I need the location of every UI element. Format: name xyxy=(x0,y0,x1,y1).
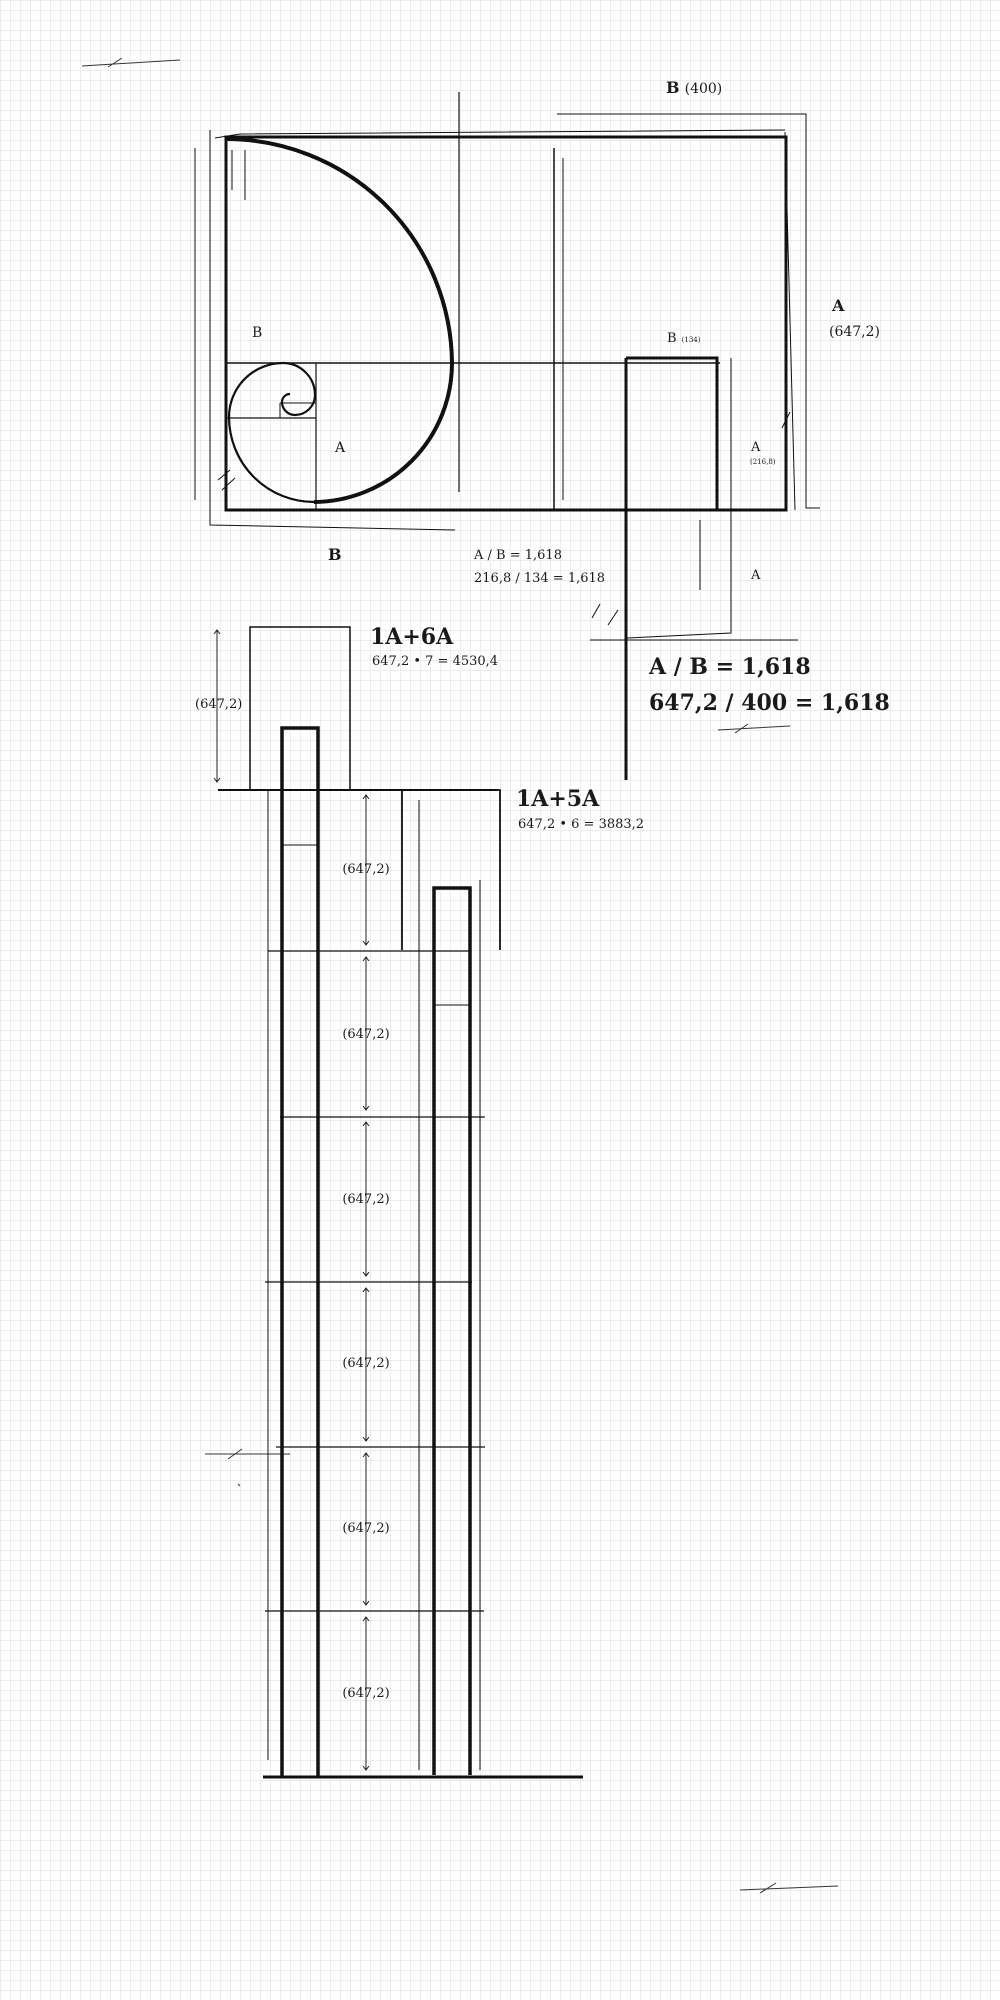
inner-a-label: A xyxy=(335,440,346,456)
top-b-label xyxy=(666,78,722,97)
top-b-value: (400) xyxy=(684,81,723,97)
small-b-value: (134) xyxy=(681,336,701,344)
bottom-b-label: B xyxy=(328,545,342,564)
main-ratio-calc: 647,2 / 400 = 1,618 xyxy=(649,690,890,716)
tower-5a-formula: 647,2 • 6 = 3883,2 xyxy=(518,817,645,832)
segment-label: (647,2) xyxy=(342,1686,390,1701)
small-a-letter: A xyxy=(751,440,761,455)
tower-6a-formula: 647,2 • 7 = 4530,4 xyxy=(372,654,499,669)
tower-1a-6a xyxy=(250,627,350,1778)
small-ratio-calc: 216,8 / 134 = 1,618 xyxy=(474,571,606,586)
segment-label: (647,2) xyxy=(342,1027,390,1042)
tower-6a-height-label: (647,2) xyxy=(195,697,243,712)
level-lines xyxy=(218,790,583,1777)
small-ratio: A / B = 1,618 xyxy=(474,548,562,563)
small-a-value: (216,8) xyxy=(750,458,776,466)
main-ratio: A / B = 1,618 xyxy=(649,654,811,680)
small-b-label xyxy=(667,327,700,346)
segment-label: (647,2) xyxy=(342,1356,390,1371)
segment-label: (647,2) xyxy=(342,1192,390,1207)
tower-6a-title: 1A+6A xyxy=(370,624,454,650)
small-b-letter: B xyxy=(667,331,677,346)
left-b-label: B xyxy=(252,325,263,341)
segment-label: (647,2) xyxy=(342,1521,390,1536)
segment-label: (647,2) xyxy=(342,862,390,877)
lower-a-label: A xyxy=(751,568,761,583)
right-a-letter: A xyxy=(832,296,845,315)
top-b-letter: B xyxy=(666,78,680,97)
tower-5a-title: 1A+5A xyxy=(516,786,600,812)
right-a-value: (647,2) xyxy=(829,324,881,340)
